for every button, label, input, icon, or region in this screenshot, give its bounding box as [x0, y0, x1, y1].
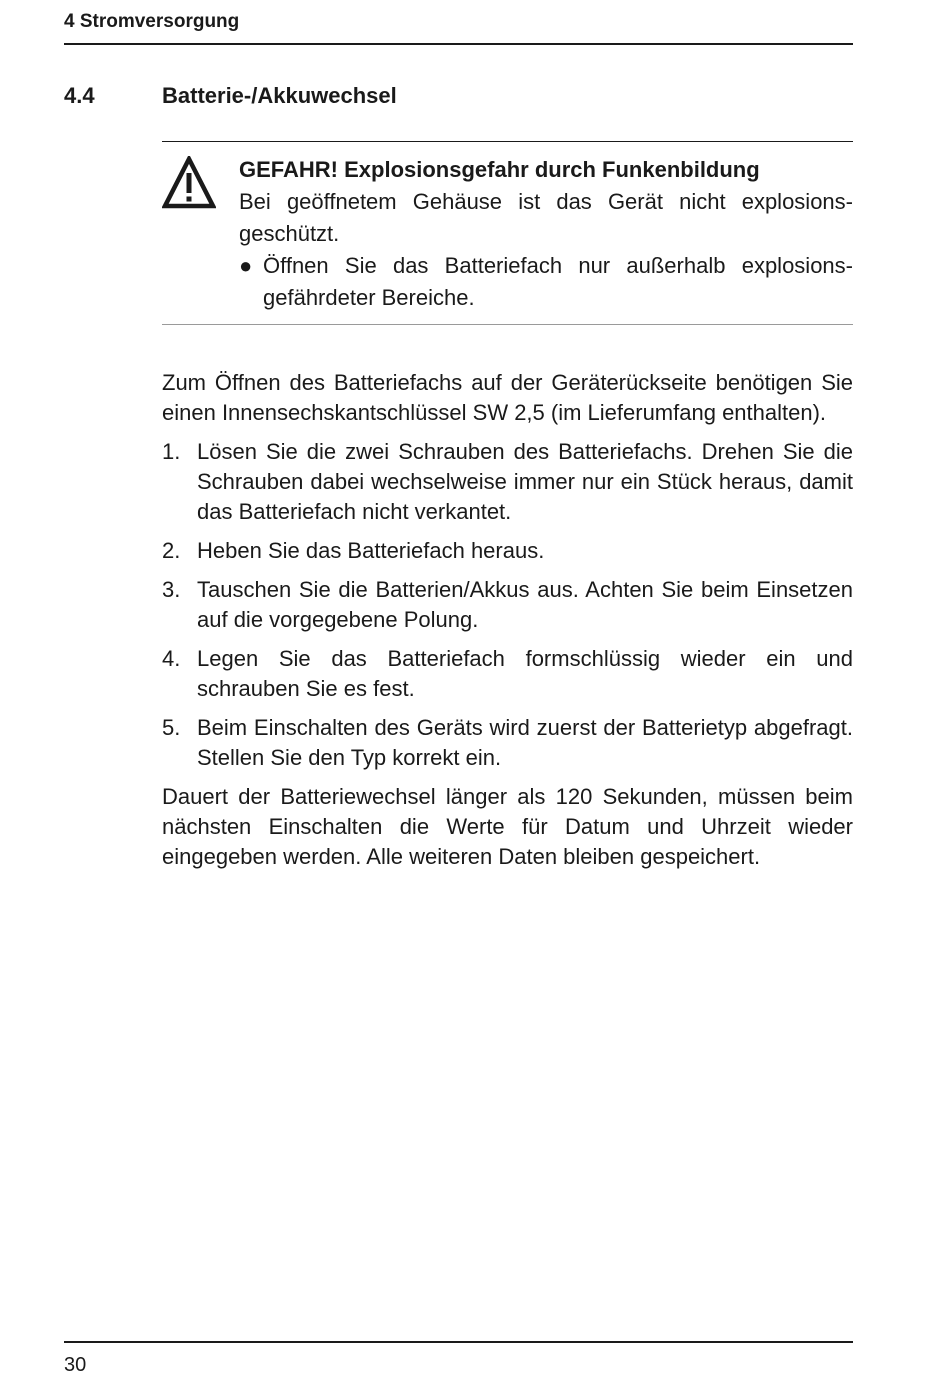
- section-title: Batterie-/Akkuwechsel: [162, 83, 397, 108]
- header-rule: [64, 43, 853, 45]
- list-item: [162, 575, 853, 635]
- step-text: Heben Sie das Batteriefach heraus.: [197, 538, 545, 563]
- list-item: [162, 644, 853, 704]
- footer-rule: [64, 1341, 853, 1343]
- section-number: 4.4: [64, 83, 95, 108]
- step-text: Tauschen Sie die Batterien/Akkus aus. Achten Sie beim Einsetzen auf die vorgegebene Polung.: [197, 577, 853, 632]
- step-text: Legen Sie das Batteriefach formschlüssig wieder ein und schrauben Sie es fest.: [197, 646, 853, 701]
- page-number: 30: [64, 1354, 87, 1376]
- list-item: [162, 713, 853, 773]
- warning-triangle-icon: [162, 156, 216, 210]
- intro-paragraph: Zum Öffnen des Batteriefachs auf der Geräterückseite benötigen Sie einen Innensechskantschlüssel SW 2,5 (im Lieferumfang enthalten).: [162, 370, 853, 425]
- step-number: 2.: [162, 538, 181, 563]
- step-number: 3.: [162, 577, 181, 602]
- warning-bullet-text: Öffnen Sie das Batteriefach nur außerhalb explosionsgefährdeter Bereiche.: [263, 253, 853, 310]
- steps-list: [162, 437, 853, 773]
- bullet-dot-icon: ●: [239, 253, 253, 278]
- warning-bullet: [239, 250, 853, 314]
- step-text: Beim Einschalten des Geräts wird zuerst der Batterietyp abgefragt. Stellen Sie den Typ korrekt ein.: [197, 715, 853, 770]
- warning-box: [162, 141, 853, 325]
- warning-body: Bei geöffnetem Gehäuse ist das Gerät nicht explosionsgeschützt.: [239, 189, 853, 246]
- step-number: 4.: [162, 646, 181, 671]
- warning-text: [239, 154, 853, 314]
- closing-paragraph: Dauert der Batteriewechsel länger als 120 Sekunden, müssen beim nächsten Einschalten die Werte für Datum und Uhrzeit wieder eingegeben werden. Alle weiteren Daten bleiben gespeichert.: [162, 784, 853, 869]
- list-item: [162, 536, 853, 566]
- warning-title: GEFAHR! Explosionsgefahr durch Funkenbildung: [239, 157, 760, 182]
- step-text: Lösen Sie die zwei Schrauben des Batteriefachs. Drehen Sie die Schrauben dabei wechselweise immer nur ein Stück heraus, damit das Batteriefach nicht verkantet.: [197, 439, 853, 524]
- body-text: [162, 368, 853, 872]
- step-number: 5.: [162, 715, 181, 740]
- running-header: 4 Stromversorgung: [64, 11, 240, 32]
- step-number: 1.: [162, 439, 181, 464]
- list-item: [162, 437, 853, 527]
